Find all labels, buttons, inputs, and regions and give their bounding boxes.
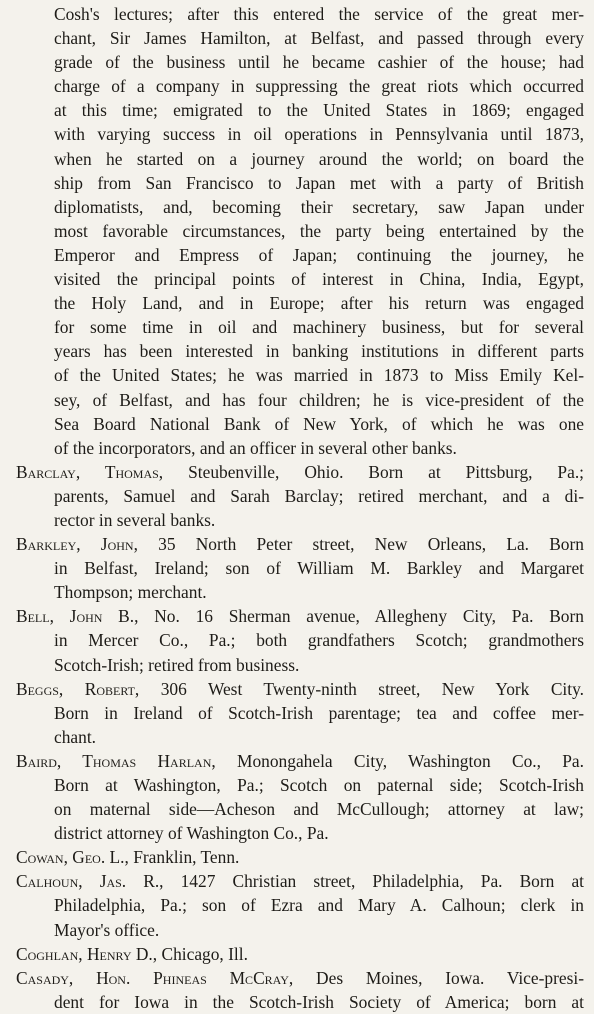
text-line: rector in several banks. bbox=[54, 509, 216, 530]
entry-first-line bbox=[16, 845, 584, 869]
entry-name: Baird, Thomas Harlan, bbox=[16, 750, 216, 771]
text-line: Born at Washington, Pa.; Scotch on paternal side; Scotch-Irish bbox=[54, 775, 584, 795]
entry-text: Steubenville, Ohio. Born at Pittsburg, Pa.; bbox=[163, 461, 585, 482]
entry-bell-john bbox=[16, 604, 584, 676]
entry-beggs-robert bbox=[16, 677, 584, 749]
text-line: Philadelphia, Pa.; son of Ezra and Mary A. Calhoun; clerk in bbox=[54, 895, 584, 916]
text-line: of the incorporators, and an officer in several other banks. bbox=[54, 437, 457, 458]
text-line: for some time in oil and machinery business, but for several bbox=[54, 317, 584, 338]
text-line: Emperor and Empress of Japan; continuing the journey, he bbox=[54, 244, 584, 265]
text-line: at this time; emigrated to the United States in 1869; engaged bbox=[54, 100, 584, 121]
text-line: chant, Sir James Hamilton, at Belfast, and passed through every bbox=[54, 28, 584, 49]
text-line: most favorable circumstances, the party being entertained by the bbox=[54, 220, 584, 241]
text-line: Scotch-Irish; retired from business. bbox=[54, 654, 300, 675]
entry-text: 306 West Twenty-ninth street, New York City. bbox=[139, 678, 584, 699]
text-line: on maternal side—Acheson and McCullough; attorney at law; bbox=[54, 799, 584, 820]
entry-first-line bbox=[16, 677, 584, 701]
entry-text: Franklin, Tenn. bbox=[128, 847, 240, 868]
entry-first-line bbox=[16, 869, 584, 893]
text-line: parents, Samuel and Sarah Barclay; retired merchant, and a di- bbox=[54, 485, 584, 506]
entry-name: Casady, Hon. Phineas McCray, bbox=[16, 967, 294, 988]
text-line: the Holy Land, and in Europe; after his return was engaged bbox=[54, 293, 584, 314]
text-line: with varying success in oil operations in Pennsylvania until 1873, bbox=[54, 124, 584, 145]
entry-first-line bbox=[16, 532, 584, 556]
text-line: Sea Board National Bank of New York, of which he was one bbox=[54, 413, 584, 434]
entry-text: 1427 Christian street, Philadelphia, Pa. Born at bbox=[163, 871, 584, 892]
text-line: Born in Ireland of Scotch-Irish parentage; tea and coffee mer- bbox=[54, 702, 584, 723]
text-line: in Belfast, Ireland; son of William M. Barkley and Margaret bbox=[54, 558, 584, 579]
entry-first-line bbox=[16, 966, 584, 990]
entry-name: Coghlan, Henry D., bbox=[16, 943, 158, 964]
text-line: dent for Iowa in the Scotch-Irish Society of America; born at bbox=[54, 991, 584, 1012]
entry-text: Chicago, Ill. bbox=[157, 943, 248, 964]
entry-name: Beggs, Robert, bbox=[16, 678, 140, 699]
entry-barclay-thomas bbox=[16, 460, 584, 532]
entry-coghlan-henry bbox=[16, 942, 584, 966]
entry-text: Monongahela City, Washington Co., Pa. bbox=[215, 750, 584, 771]
entry-name: Barclay, Thomas, bbox=[16, 461, 164, 482]
text-line: chant. bbox=[54, 726, 97, 747]
text-line: district attorney of Washington Co., Pa. bbox=[54, 823, 329, 844]
entry-name: Calhoun, Jas. R., bbox=[16, 871, 164, 892]
text-line: visited the principal points of interest in China, India, Egypt, bbox=[54, 269, 584, 290]
entry-barkley-john bbox=[16, 532, 584, 604]
entry-text: 35 North Peter street, New Orleans, La. Born bbox=[137, 534, 584, 555]
text-line: charge of a company in suppressing the great riots which occurred bbox=[54, 76, 584, 97]
text-line: diplomatists, and, becoming their secretary, saw Japan under bbox=[54, 196, 584, 217]
entry-cowan-geo bbox=[16, 845, 584, 869]
text-line: ship from San Francisco to Japan met with a party of British bbox=[54, 172, 584, 193]
entry-name: Barkley, John, bbox=[16, 534, 138, 555]
text-line: Thompson; merchant. bbox=[54, 582, 207, 603]
text-line: Mayor's office. bbox=[54, 919, 160, 940]
text-line: when he started on a journey around the world; on board the bbox=[54, 148, 584, 169]
continuation-paragraph bbox=[16, 2, 584, 460]
text-line: sey, of Belfast, and has four children; he is vice-president of the bbox=[54, 389, 584, 410]
entry-first-line bbox=[16, 460, 584, 484]
entry-calhoun-jas bbox=[16, 869, 584, 941]
entry-first-line bbox=[16, 604, 584, 628]
entry-casady-phineas bbox=[16, 966, 584, 1014]
entry-name: Bell, John B., bbox=[16, 606, 139, 627]
text-line: in Mercer Co., Pa.; both grandfathers Scotch; grandmothers bbox=[54, 630, 584, 651]
text-line: years has been interested in banking institutions in different parts bbox=[54, 341, 584, 362]
entry-name: Cowan, Geo. L., bbox=[16, 847, 129, 868]
entry-baird-thomas bbox=[16, 749, 584, 845]
text-line: Cosh's lectures; after this entered the service of the great mer- bbox=[54, 4, 584, 24]
page-text bbox=[16, 2, 584, 1014]
entry-text: Des Moines, Iowa. Vice-presi- bbox=[293, 967, 584, 988]
entry-first-line bbox=[16, 749, 584, 773]
entry-text: No. 16 Sherman avenue, Allegheny City, Pa. Born bbox=[138, 606, 584, 627]
text-line: of the United States; he was married in 1873 to Miss Emily Kel- bbox=[54, 365, 584, 386]
entry-first-line bbox=[16, 942, 584, 966]
text-line: grade of the business until he became cashier of the house; had bbox=[54, 52, 584, 73]
